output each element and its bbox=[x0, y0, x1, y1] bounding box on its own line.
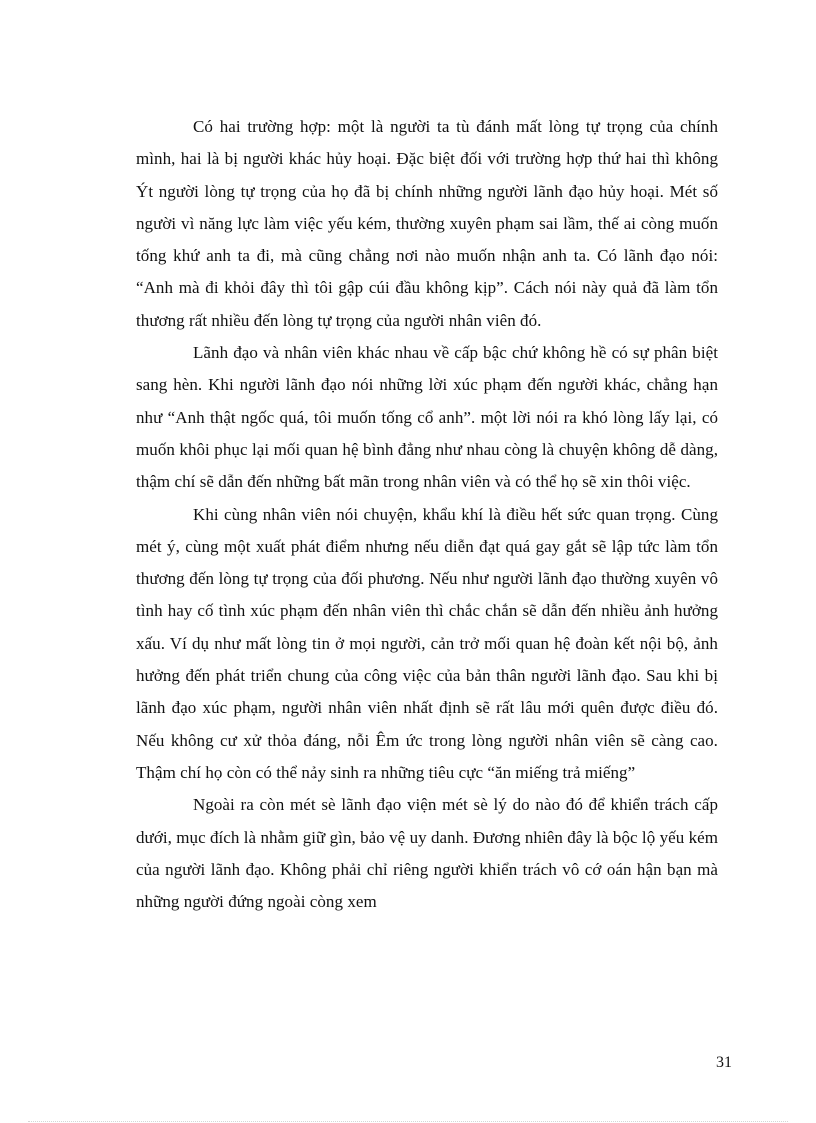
paragraph-2: Lãnh đạo và nhân viên khác nhau về cấp bậc chứ không hề có sự phân biệt sang hèn. Khi người lãnh đạo nói những lời xúc phạm đến người khác, chẳng hạn như “Anh thật ngốc quá, tôi muốn tống cổ anh”. một lời nói ra khó lòng lấy lại, có muốn khôi phục lại mối quan hệ bình đẳng như nhau còng là chuyện không dễ dàng, thậm chí sẽ dẫn đến những bất mãn trong nhân viên và có thể họ sẽ xin thôi việc. bbox=[136, 343, 718, 492]
page-number: 31 bbox=[716, 1054, 732, 1071]
paragraph-3: Khi cùng nhân viên nói chuyện, khẩu khí là điều hết sức quan trọng. Cùng mét ý, cùng một xuất phát điểm nhưng nếu diễn đạt quá gay gắt sẽ lập tức làm tổn thương đến lòng tự trọng của đối phương. Nếu như người lãnh đạo thường xuyên vô tình hay cố tình xúc phạm đến nhân viên thì chắc chắn sẽ dẫn đến nhiều ảnh hưởng xấu. Ví dụ như mất lòng tin ở mọi người, cản trở mối quan hệ đoàn kết nội bộ, ảnh hưởng đến phát triển chung của công việc của bản thân người lãnh đạo. Sau khi bị lãnh đạo xúc phạm, người nhân viên nhất định sẽ rất lâu mới quên được điều đó. Nếu không cư xử thỏa đáng, nỗi Êm ức trong lòng người nhân viên sẽ càng cao. Thậm chí họ còn có thể nảy sinh ra những tiêu cực “ăn miếng trả miếng” bbox=[136, 504, 718, 782]
paragraph-1: Có hai trường hợp: một là người ta tù đánh mất lòng tự trọng của chính mình, hai là bị người khác hủy hoại. Đặc biệt đối với trường hợp thứ hai thì không Ýt người lòng tự trọng của họ đã bị chính những người lãnh đạo hủy hoại. Mét số người vì năng lực làm việc yếu kém, thường xuyên phạm sai lầm, thế ai còng muốn tống khứ anh ta đi, mà cũng chẳng nơi nào muốn nhận anh ta. Có lãnh đạo nói: “Anh mà đi khỏi đây thì tôi gập cúi đầu không kịp”. Cách nói này quả đã làm tổn thương rất nhiều đến lòng tự trọng của người nhân viên đó. bbox=[136, 117, 718, 330]
paragraph-4: Ngoài ra còn mét sè lãnh đạo viện mét sè lý do nào đó để khiển trách cấp dưới, mục đích là nhằm giữ gìn, bảo vệ uy danh. Đương nhiên đây là bộc lộ yếu kém của người lãnh đạo. Không phải chỉ riêng người khiển trách vô cớ oán hận bạn mà những người đứng ngoài còng xem bbox=[136, 795, 718, 912]
bottom-divider bbox=[28, 1121, 788, 1122]
body-text bbox=[136, 111, 718, 918]
